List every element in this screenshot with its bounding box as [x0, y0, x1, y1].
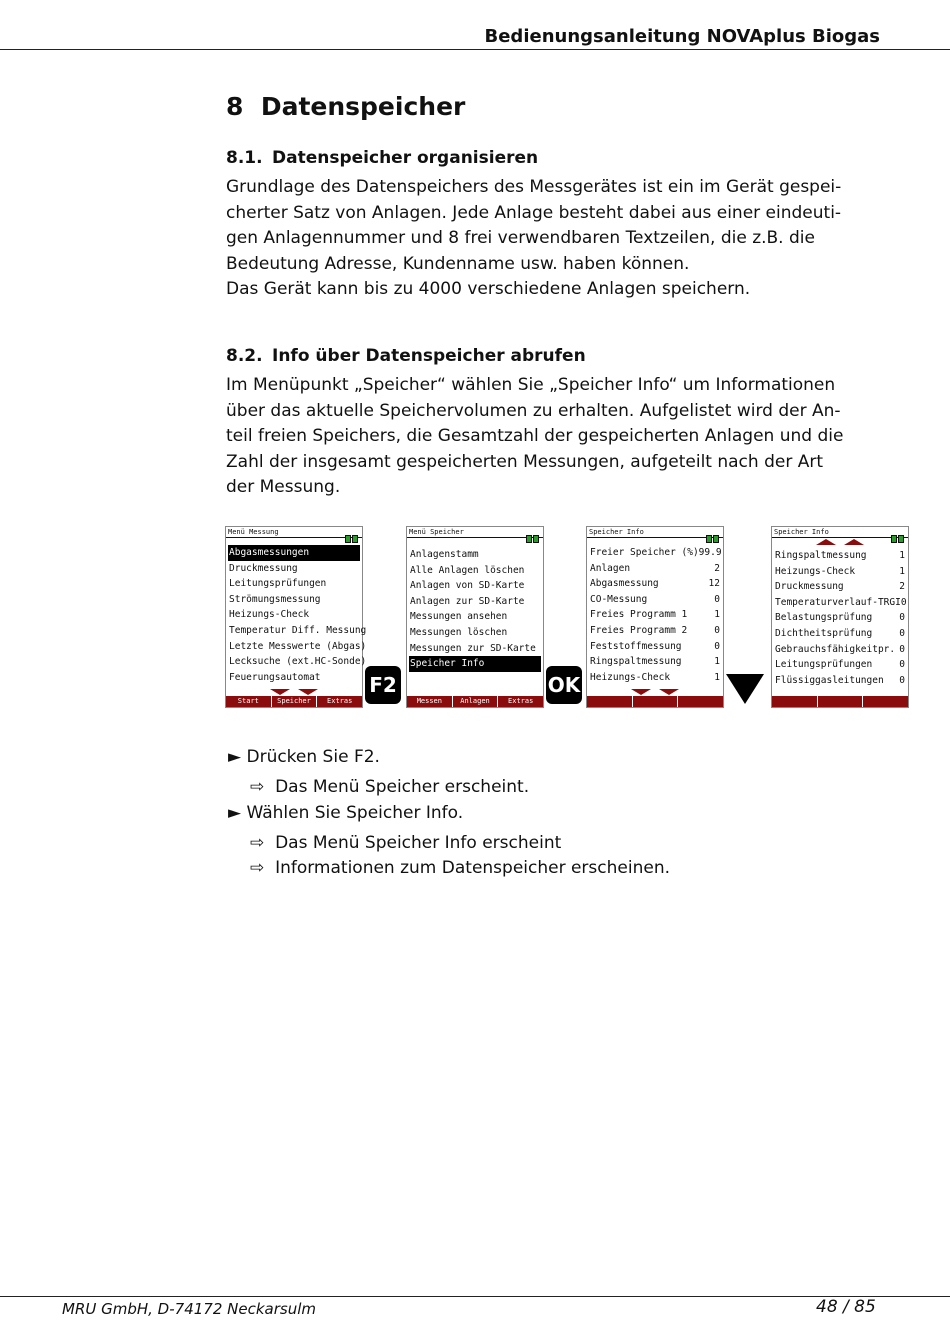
info-label: Gebrauchsfähigkeitpr. [775, 643, 896, 655]
info-list [589, 545, 721, 685]
arrow-down-icon [726, 674, 764, 704]
menu-item[interactable]: Messungen zur SD-Karte [410, 642, 536, 654]
menu-item[interactable]: Speicher Info [409, 656, 541, 672]
text-line: Das Gerät kann bis zu 4000 verschiedene Anlagen speichern. [226, 279, 751, 299]
info-row [774, 579, 906, 595]
info-row [589, 654, 721, 670]
scroll-down-arrows [587, 689, 723, 696]
chapter-title: Datenspeicher [260, 92, 466, 121]
softkey-start[interactable]: Start [226, 696, 272, 707]
info-row [774, 595, 906, 611]
menu-list [228, 545, 367, 685]
text-line: teil freien Speichers, die Gesamtzahl der gespeicherten Anlagen und die [226, 426, 844, 446]
screen-speicher-info-1 [586, 526, 724, 708]
section-number: 8.1. [226, 148, 263, 168]
info-row [589, 545, 721, 561]
softkey-extras[interactable]: Extras [327, 697, 353, 705]
footer-divider [0, 1296, 950, 1297]
softkey-speicher[interactable]: Speicher [272, 696, 318, 707]
info-label: Temperaturverlauf-TRGI [775, 596, 901, 608]
result-arrow-icon: ⇨ [250, 858, 265, 878]
info-row [774, 673, 906, 689]
info-value: 1 [899, 550, 905, 561]
softkey-anlagen[interactable]: Anlagen [453, 696, 499, 707]
chapter-number: 8 [226, 92, 244, 121]
info-value: 2 [899, 581, 905, 593]
result-step [250, 858, 670, 878]
info-value: 0 [899, 659, 905, 671]
info-label: Heizungs-Check [775, 565, 856, 577]
info-label: Freier Speicher (%) [590, 547, 699, 558]
info-value: 1 [714, 609, 720, 621]
result-arrow-icon: ⇨ [250, 777, 265, 797]
chapter-heading [226, 92, 465, 121]
info-label: Freies Programm 1 [590, 609, 688, 621]
softkey-empty[interactable] [863, 696, 908, 707]
info-value: 0 [714, 593, 720, 605]
screen-title: Speicher Info [772, 527, 908, 538]
info-value: 1 [714, 656, 720, 668]
info-label: Feststoffmessung [590, 640, 682, 652]
info-row [589, 561, 721, 577]
screen-menu-speicher [406, 526, 544, 708]
text-line: Im Menüpunkt „Speicher“ wählen Sie „Speicher Info“ um Informationen [226, 375, 836, 395]
menu-item[interactable]: Alle Anlagen löschen [410, 564, 525, 576]
info-value: 0 [900, 596, 907, 608]
screen-title: Speicher Info [587, 527, 723, 538]
screen-menu-messung [225, 526, 367, 708]
header-divider [0, 49, 950, 50]
step-text: Wählen Sie Speicher Info. [246, 803, 464, 823]
info-label: Druckmessung [775, 581, 844, 593]
info-value: 0 [899, 627, 905, 639]
result-arrow-icon: ⇨ [250, 833, 265, 853]
text-line: Bedeutung Adresse, Kundenname usw. haben können. [226, 253, 690, 274]
info-value: 0 [714, 624, 720, 636]
info-label: Anlagen [590, 562, 631, 574]
menu-item[interactable]: Feuerungsautomat [229, 671, 321, 683]
menu-item[interactable]: Anlagen von SD-Karte [410, 580, 525, 592]
softkey-empty[interactable] [633, 696, 679, 707]
screen-speicher-info-2 [771, 526, 909, 708]
section-title: Info über Datenspeicher abrufen [272, 346, 586, 366]
battery-icon [525, 528, 541, 536]
text-line: gen Anlagennummer und 8 frei verwendbaren Textzeilen, die z.B. die [226, 228, 815, 248]
softkey-empty[interactable] [678, 696, 723, 707]
softkey-bar [407, 696, 543, 707]
battery-icon [890, 528, 906, 536]
info-value: 2 [714, 562, 720, 574]
menu-item[interactable]: Druckmessung [229, 562, 298, 574]
info-row [774, 642, 906, 658]
f2-key-icon: F2 [365, 666, 401, 704]
softkey-empty[interactable] [818, 696, 864, 707]
text-line: über das aktuelle Speichervolumen zu erhalten. Aufgelistet wird der An- [226, 400, 841, 421]
result-step [250, 833, 561, 853]
result-step [250, 777, 529, 797]
section-8-1-text [226, 175, 846, 303]
menu-item[interactable]: Anlagen zur SD-Karte [410, 595, 525, 607]
info-value: 99.9 [698, 547, 722, 558]
info-label: Ringspaltmessung [775, 550, 867, 561]
info-label: Belastungsprüfung [775, 612, 873, 624]
info-value: 0 [899, 643, 905, 655]
menu-item[interactable]: Lecksuche (ext.HC-Sonde) [229, 656, 367, 668]
text-line: cherter Satz von Anlagen. Jede Anlage besteht dabei aus einer eindeuti- [226, 202, 842, 223]
instruction-step [228, 747, 380, 767]
info-row [774, 657, 906, 673]
info-list [774, 548, 906, 688]
info-label: Ringspaltmessung [590, 656, 682, 668]
info-row [589, 623, 721, 639]
info-value: 12 [708, 578, 720, 590]
info-value: 1 [899, 565, 905, 577]
info-value: 0 [899, 674, 905, 686]
info-row [589, 607, 721, 623]
section-8-2-text [226, 373, 846, 501]
softkey-bar [587, 696, 723, 707]
step-text: Informationen zum Datenspeicher erscheinen. [275, 858, 670, 878]
section-title: Datenspeicher organisieren [272, 148, 539, 168]
document-header: Bedienungsanleitung NOVAplus Biogas [484, 26, 880, 47]
battery-icon [344, 528, 360, 536]
menu-item[interactable]: Messungen ansehen [410, 611, 508, 623]
softkey-extras[interactable]: Extras [508, 697, 534, 705]
step-marker-icon: ► [228, 803, 242, 823]
screen-title: Menü Speicher [407, 527, 543, 538]
info-label: Leitungsprüfungen [775, 659, 873, 671]
info-value: 0 [714, 640, 720, 652]
info-row [774, 626, 906, 642]
menu-item[interactable]: Letzte Messwerte (Abgas) [229, 640, 367, 652]
info-label: Flüssiggasleitungen [775, 674, 884, 686]
info-row [774, 548, 906, 564]
info-label: CO-Messung [590, 593, 648, 605]
softkey-messen[interactable]: Messen [407, 696, 453, 707]
text-line: der Messung. [226, 477, 341, 497]
menu-item[interactable]: Messungen löschen [410, 626, 508, 638]
step-marker-icon: ► [228, 747, 242, 767]
step-text: Das Menü Speicher erscheint. [275, 777, 530, 797]
info-row [774, 610, 906, 626]
info-row [589, 592, 721, 608]
step-text: Das Menü Speicher Info erscheint [275, 833, 562, 853]
softkey-empty[interactable] [772, 696, 818, 707]
info-label: Abgasmessung [590, 578, 659, 590]
footer-company: MRU GmbH, D-74172 Neckarsulm [62, 1300, 316, 1318]
menu-list [409, 547, 541, 672]
screen-title: Menü Messung [226, 527, 362, 538]
text-line: Zahl der insgesamt gespeicherten Messungen, aufgeteilt nach der Art [226, 451, 824, 472]
menu-item[interactable]: Strömungsmessung [229, 593, 321, 605]
info-row [589, 639, 721, 655]
menu-item[interactable]: Anlagenstamm [410, 549, 479, 560]
section-heading-8-1 [226, 148, 538, 168]
section-heading-8-2 [226, 346, 586, 366]
scroll-up-arrows [772, 539, 908, 546]
scroll-down-arrows [226, 689, 362, 696]
info-label: Dichtheitsprüfung [775, 627, 873, 639]
info-value: 0 [899, 612, 905, 624]
text-line: Grundlage des Datenspeichers des Messgerätes ist ein im Gerät gespei- [226, 177, 842, 197]
info-row [589, 576, 721, 592]
section-number: 8.2. [226, 346, 263, 366]
info-row [774, 564, 906, 580]
menu-item[interactable]: Leitungsprüfungen [229, 578, 327, 590]
menu-item[interactable]: Temperatur Diff. Messung [229, 624, 367, 636]
softkey-bar [772, 696, 908, 707]
instruction-step [228, 803, 463, 823]
softkey-empty[interactable] [587, 696, 633, 707]
menu-item[interactable]: Heizungs-Check [229, 609, 310, 621]
battery-icon [705, 528, 721, 536]
info-row [589, 670, 721, 686]
step-text: Drücken Sie F2. [246, 747, 380, 767]
info-value: 1 [714, 671, 720, 683]
softkey-bar [226, 696, 362, 707]
menu-item[interactable]: Abgasmessungen [228, 545, 360, 561]
info-label: Freies Programm 2 [590, 624, 688, 636]
info-label: Heizungs-Check [590, 671, 671, 683]
page-number: 48 / 85 [816, 1297, 876, 1317]
ok-key-icon: OK [546, 666, 582, 704]
